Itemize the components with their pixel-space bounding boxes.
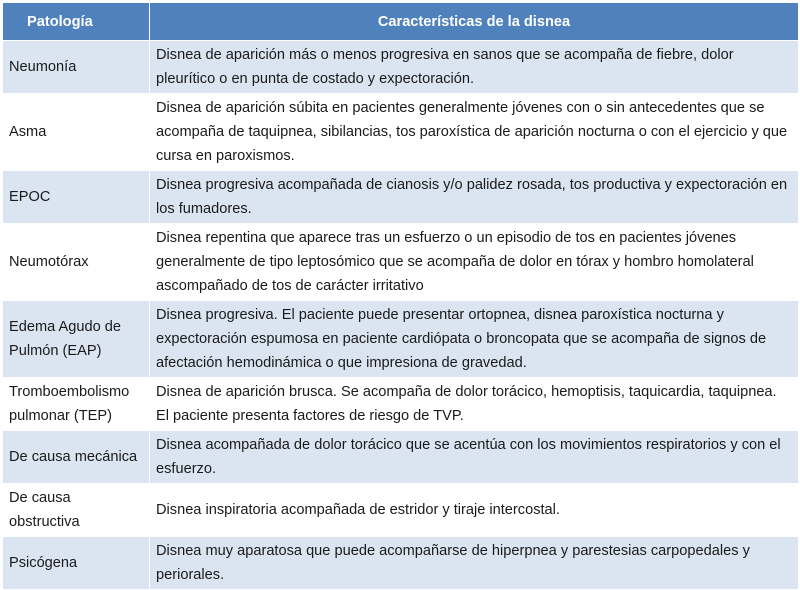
- description-cell: Disnea acompañada de dolor torácico que se acentúa con los movimientos respiratorios y con el esfuerzo.: [150, 431, 799, 484]
- description-cell: Disnea de aparición brusca. Se acompaña de dolor torácico, hemoptisis, taquicardia, taquipnea. El paciente presenta factores de riesgo de TVP.: [150, 378, 799, 431]
- table-row: [3, 301, 799, 378]
- table-row: [3, 171, 799, 224]
- description-cell: Disnea inspiratoria acompañada de estridor y tiraje intercostal.: [150, 484, 799, 537]
- pathology-cell: De causa obstructiva: [3, 484, 150, 537]
- pathology-cell: Psicógena: [3, 537, 150, 590]
- pathology-cell: Asma: [3, 94, 150, 171]
- table-row: [3, 537, 799, 590]
- description-cell: Disnea muy aparatosa que puede acompañarse de hiperpnea y parestesias carpopedales y periorales.: [150, 537, 799, 590]
- table-row: [3, 484, 799, 537]
- table-header-row: [3, 3, 799, 41]
- table-row: [3, 41, 799, 94]
- table-row: [3, 94, 799, 171]
- pathology-cell: De causa mecánica: [3, 431, 150, 484]
- pathology-cell: Neumonía: [3, 41, 150, 94]
- pathology-cell: Neumotórax: [3, 224, 150, 301]
- pathology-cell: EPOC: [3, 171, 150, 224]
- description-cell: Disnea de aparición súbita en pacientes generalmente jóvenes con o sin antecedentes que se acompaña de taquipnea, sibilancias, tos paroxística de aparición nocturna o con el ejercicio y que cursa en paroxismos.: [150, 94, 799, 171]
- description-cell: Disnea de aparición más o menos progresiva en sanos que se acompaña de fiebre, dolor pleurítico o en punta de costado y expectoración.: [150, 41, 799, 94]
- pathology-cell: Edema Agudo de Pulmón (EAP): [3, 301, 150, 378]
- pathology-cell: Tromboembolismo pulmonar (TEP): [3, 378, 150, 431]
- description-cell: Disnea repentina que aparece tras un esfuerzo o un episodio de tos en pacientes jóvenes generalmente de tipo leptosómico que se acompaña de dolor en tórax y hombro homolateral ascompañado de tos de carácter irritativo: [150, 224, 799, 301]
- table-row: [3, 431, 799, 484]
- description-cell: Disnea progresiva acompañada de cianosis y/o palidez rosada, tos productiva y expectoración en los fumadores.: [150, 171, 799, 224]
- table-row: [3, 378, 799, 431]
- table-row: [3, 224, 799, 301]
- dyspnea-table-container: [2, 2, 798, 583]
- header-pathology: Patología: [3, 3, 150, 41]
- dyspnea-table: [2, 2, 799, 590]
- header-characteristics: Características de la disnea: [150, 3, 799, 41]
- description-cell: Disnea progresiva. El paciente puede presentar ortopnea, disnea paroxística nocturna y expectoración espumosa en paciente cardiópata o broncopata que se acompaña de signos de afectación hemodinámica o que impresiona de gravedad.: [150, 301, 799, 378]
